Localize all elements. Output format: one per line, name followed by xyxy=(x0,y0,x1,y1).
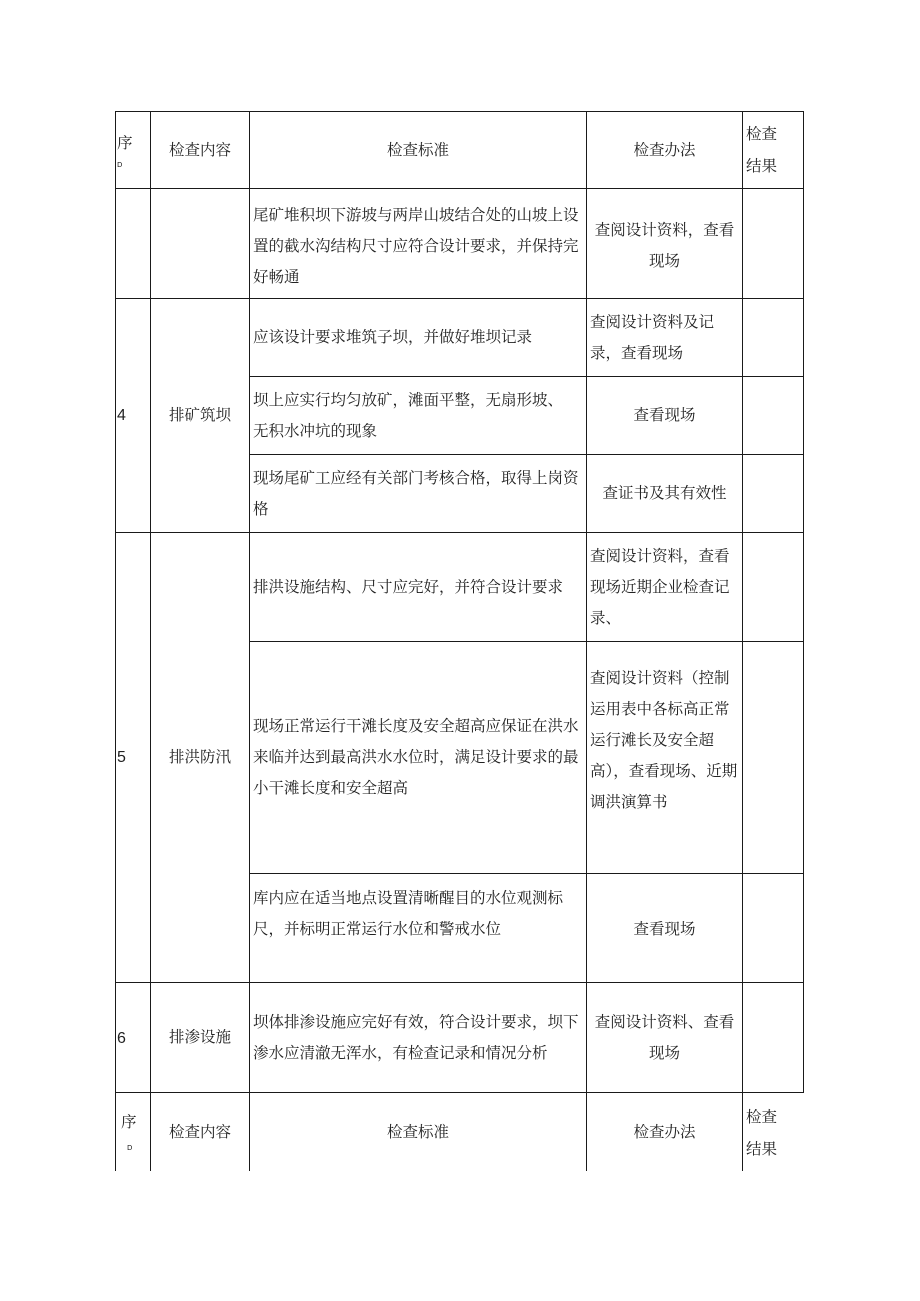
item-standard: 现场正常运行干滩长度及安全超高应保证在洪水来临并达到最高洪水水位时，满足设计要求的最小干滩长度和安全超高 xyxy=(253,717,579,797)
item-method: 查阅设计资料及记录，查看现场 xyxy=(590,312,715,362)
header-standard: 检查标准 xyxy=(386,140,449,159)
item-standard: 坝上应实行均匀放矿，滩面平整，无扇形坡、无积水冲坑的现象 xyxy=(253,390,564,440)
rule xyxy=(742,111,743,1171)
row-standard: 尾矿堆积坝下游坡与两岸山坡结合处的山坡上设置的截水沟结构尺寸应符合设计要求，并保持完好畅通 xyxy=(253,205,579,286)
group-number: 4 xyxy=(117,407,126,424)
item-method: 查看现场 xyxy=(633,919,696,938)
footer-header-method: 检查办法 xyxy=(633,1122,696,1141)
rule xyxy=(115,188,803,189)
item-standard: 现场尾矿工应经有关部门考核合格，取得上岗资格 xyxy=(253,468,579,518)
item-standard: 应该设计要求堆筑子坝，并做好堆坝记录 xyxy=(253,328,533,346)
header-content: 检查内容 xyxy=(168,140,231,159)
footer-header-standard: 检查标准 xyxy=(386,1122,449,1141)
footer-header-seq-label: 序 xyxy=(121,1113,137,1131)
rule xyxy=(803,111,804,1093)
group-number: 6 xyxy=(117,1030,126,1047)
item-method: 查阅设计资料（控制运用表中各标高正常运行滩长及安全超高），查看现场、近期调洪演算书 xyxy=(590,668,738,811)
item-standard: 坝体排渗设施应完好有效，符合设计要求，坝下渗水应清澈无浑水，有检查记录和情况分析 xyxy=(253,1012,579,1062)
group-content: 排渗设施 xyxy=(168,1028,231,1046)
item-method: 查证书及其有效性 xyxy=(602,484,727,502)
header-seq-mark: D xyxy=(117,161,123,169)
item-method: 查看现场 xyxy=(633,406,696,424)
group-content: 排洪防汛 xyxy=(168,748,231,766)
footer-header-seq-mark: D xyxy=(127,1144,133,1152)
item-standard: 排洪设施结构、尺寸应完好，并符合设计要求 xyxy=(253,577,564,596)
item-standard: 库内应在适当地点设置清晰醒目的水位观测标尺，并标明正常运行水位和警戒水位 xyxy=(253,889,564,938)
footer-header-result: 检查结果 xyxy=(746,1108,778,1158)
footer-header-content: 检查内容 xyxy=(168,1122,231,1141)
header-result: 检查结果 xyxy=(746,125,778,175)
group-number: 5 xyxy=(117,749,126,766)
row-method: 查阅设计资料，查看现场 xyxy=(594,221,735,270)
header-method: 检查办法 xyxy=(633,140,696,159)
item-method: 查阅设计资料、查看现场 xyxy=(594,1012,735,1062)
group-content: 排矿筑坝 xyxy=(168,406,231,424)
header-seq-label: 序 xyxy=(117,134,133,152)
item-method: 查阅设计资料，查看现场近期企业检查记录、 xyxy=(590,546,730,627)
